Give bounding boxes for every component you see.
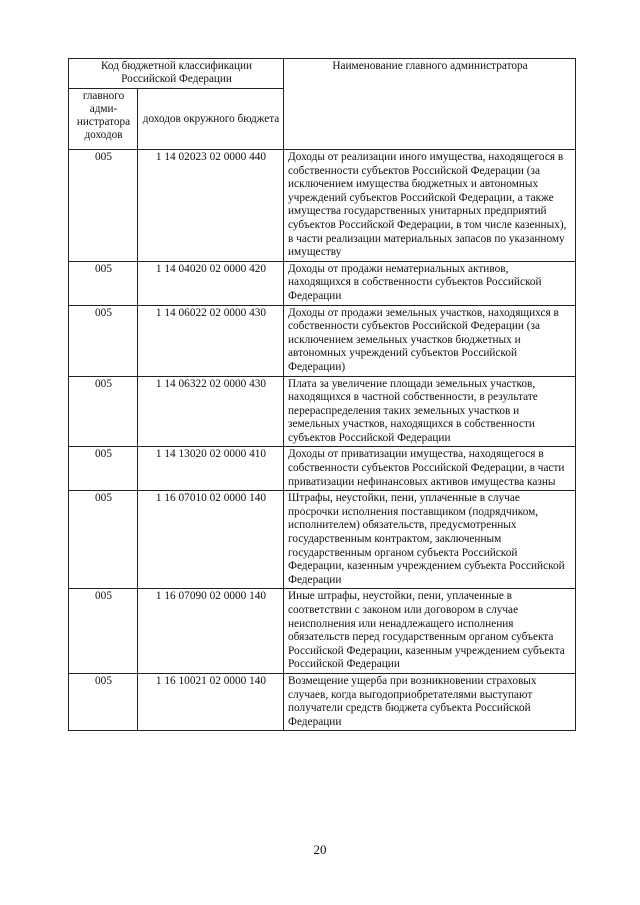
header-administrator-name: Наименование главного администратора bbox=[284, 59, 576, 150]
admin-code-cell: 005 bbox=[69, 376, 138, 447]
admin-code-cell: 005 bbox=[69, 150, 138, 262]
table-row bbox=[69, 376, 576, 447]
header-chief-administrator: главного адми-нистратора доходов bbox=[69, 89, 138, 150]
income-name-cell: Доходы от приватизации имущества, находящегося в собственности субъектов Российской Федерации, в части приватизации нефинансовых активов имущества казны bbox=[284, 447, 576, 491]
table-body bbox=[69, 150, 576, 731]
income-name-cell: Возмещение ущерба при возникновении страховых случаев, когда выгодоприобретателями выступают получатели средств бюджета субъекта Российской Федерации bbox=[284, 673, 576, 730]
income-code-cell: 1 14 06322 02 0000 430 bbox=[138, 376, 284, 447]
header-budget-classification: Код бюджетной классификации Российской Федерации bbox=[69, 59, 284, 89]
income-name-cell: Доходы от продажи земельных участков, находящихся в собственности субъектов Российской Федерации (за исключением земельных участков бюджетных и автономных учреждений субъектов Российской Федерации) bbox=[284, 305, 576, 376]
header-district-income: доходов окружного бюджета bbox=[138, 89, 284, 150]
income-code-cell: 1 16 10021 02 0000 140 bbox=[138, 673, 284, 730]
admin-code-cell: 005 bbox=[69, 589, 138, 674]
table-row bbox=[69, 150, 576, 262]
income-code-cell: 1 14 02023 02 0000 440 bbox=[138, 150, 284, 262]
admin-code-cell: 005 bbox=[69, 673, 138, 730]
income-name-cell: Доходы от реализации иного имущества, находящегося в собственности субъектов Российской Федерации (за исключением имущества бюджетных и автономных учреждений субъектов Российской Федерации, а также имущества государственных унитарных предприятий субъектов Российской Федерации, в том числе казенных), в части реализации материальных запасов по указанному имуществу bbox=[284, 150, 576, 262]
income-code-cell: 1 16 07010 02 0000 140 bbox=[138, 491, 284, 589]
table-row bbox=[69, 673, 576, 730]
admin-code-cell: 005 bbox=[69, 305, 138, 376]
income-name-cell: Плата за увеличение площади земельных участков, находящихся в частной собственности, в результате перераспределения таких земельных участков и земельных участков, находящихся в собственности субъектов Российской Федерации bbox=[284, 376, 576, 447]
income-code-cell: 1 14 06022 02 0000 430 bbox=[138, 305, 284, 376]
income-name-cell: Штрафы, неустойки, пени, уплаченные в случае просрочки исполнения поставщиком (подрядчиком, исполнителем) обязательств, предусмотренных государственным контрактом, заключенным государственным органом субъекта Российской Федерации, казенным учреждением субъекта Российской Федерации bbox=[284, 491, 576, 589]
table-row bbox=[69, 261, 576, 305]
admin-code-cell: 005 bbox=[69, 491, 138, 589]
admin-code-cell: 005 bbox=[69, 261, 138, 305]
income-code-cell: 1 16 07090 02 0000 140 bbox=[138, 589, 284, 674]
table-row bbox=[69, 491, 576, 589]
income-code-cell: 1 14 04020 02 0000 420 bbox=[138, 261, 284, 305]
table-row bbox=[69, 305, 576, 376]
page-number: 20 bbox=[313, 842, 327, 857]
budget-codes-table bbox=[68, 58, 576, 731]
income-name-cell: Доходы от продажи нематериальных активов, находящихся в собственности субъектов Российской Федерации bbox=[284, 261, 576, 305]
income-code-cell: 1 14 13020 02 0000 410 bbox=[138, 447, 284, 491]
income-name-cell: Иные штрафы, неустойки, пени, уплаченные в соответствии с законом или договором в случае неисполнения или ненадлежащего исполнения обязательств перед государственным органом субъекта Российской Федерации, казенным учреждением субъекта Российской Федерации bbox=[284, 589, 576, 674]
table-row bbox=[69, 447, 576, 491]
table-row bbox=[69, 589, 576, 674]
header-row-group bbox=[69, 59, 576, 89]
admin-code-cell: 005 bbox=[69, 447, 138, 491]
